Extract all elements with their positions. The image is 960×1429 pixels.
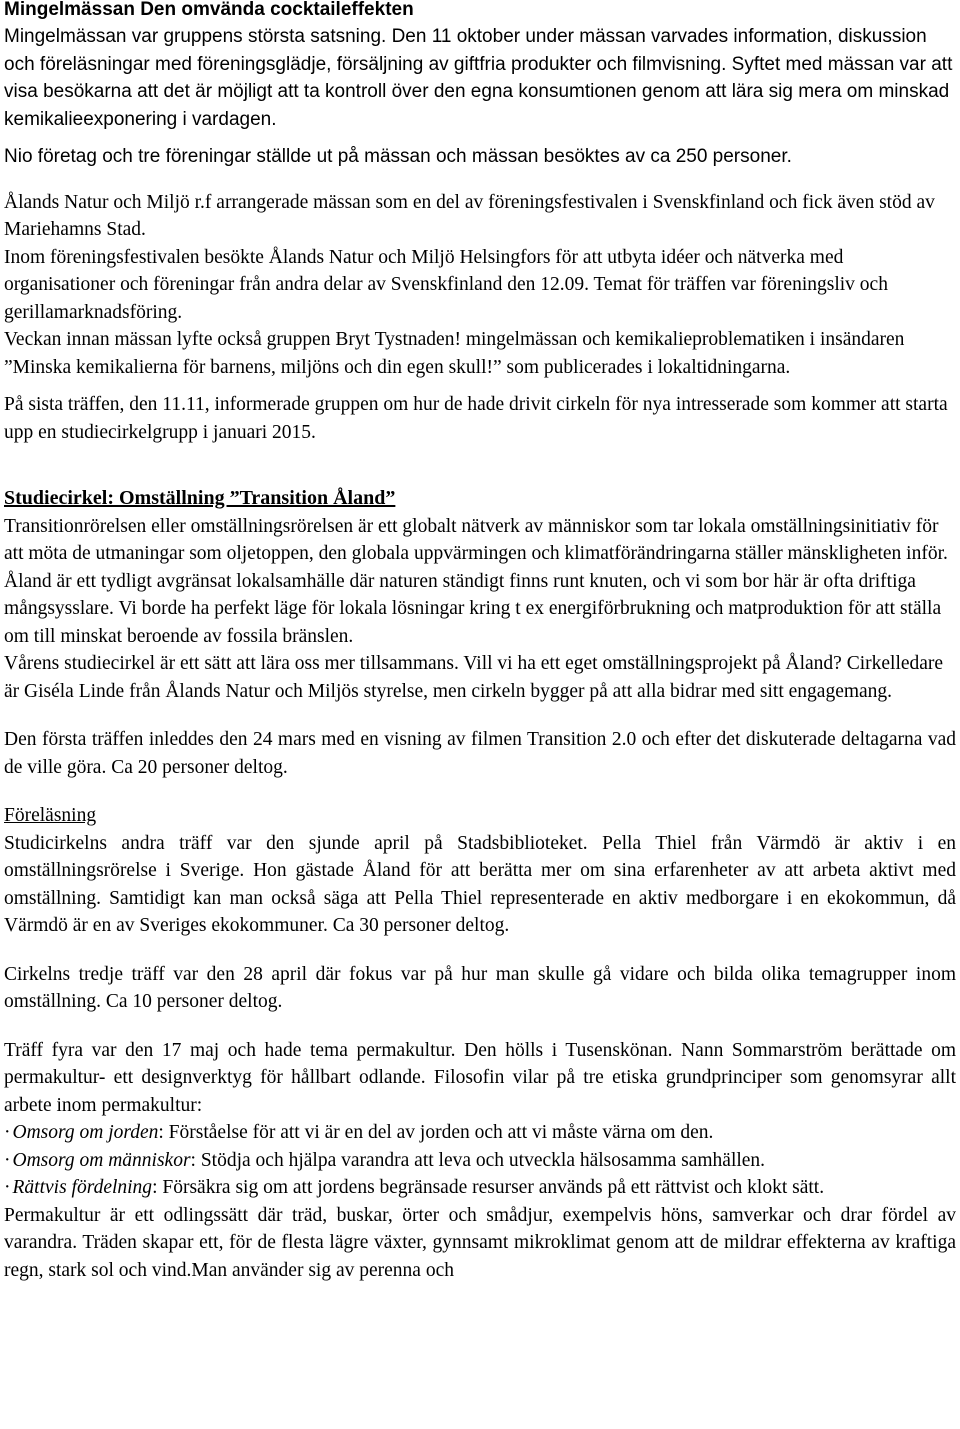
list-item-term: Omsorg om jorden	[12, 1122, 159, 1143]
section-title: Mingelmässan Den omvända cocktaileffekten	[4, 0, 414, 20]
paragraph: Ålands Natur och Miljö r.f arrangerade mässan som en del av föreningsfestivalen i Svenskfinland och fick även stöd av Mariehamns Stad.	[4, 191, 935, 240]
paragraph: Veckan innan mässan lyfte också gruppen Bryt Tystnaden! mingelmässan och kemikalieproblematiken i insändaren ”Minska kemikalierna för barnens, miljöns och din egen skull!” som publicerades i lokaltidningarna.	[4, 329, 905, 378]
paragraph: Den första träffen inleddes den 24 mars med en visning av filmen Transition 2.0 och efter det diskuterade deltagarna vad de ville göra. Ca 20 personer deltog.	[4, 729, 956, 778]
paragraph: Mingelmässan var gruppens största satsning. Den 11 oktober under mässan varvades information, diskussion och föreläsningar med föreningsglädje, försäljning av giftfria produkter och filmvisning. Syftet med mässan var att visa besökarna att det är möjligt att ta kontroll över den egna konsumtionen genom att lära sig mera om minskad kemikalieexponering i vardagen.	[4, 26, 953, 130]
list-item-text: : Förståelse för att vi är en del av jorden och att vi måste värna om den.	[158, 1122, 714, 1143]
list-item-text: : Försäkra sig om att jordens begränsade resurser används på ett rättvist och klokt sätt.	[152, 1177, 825, 1198]
list-item-text: : Stödja och hjälpa varandra att leva och utveckla hälsosamma samhällen.	[190, 1149, 766, 1171]
paragraph: Vårens studiecirkel är ett sätt att lära oss mer tillsammans. Vill vi ha ett eget omställningsprojekt på Åland? Cirkelledare är Giséla Linde från Ålands Natur och Miljös styrelse, men cirkeln bygger på att alla bidrar med sitt engagemang.	[4, 653, 944, 702]
paragraph: Studicirkelns andra träff var den sjunde april på Stadsbiblioteket. Pella Thiel från Värmdö är aktiv i en omställningsrörelse i Sverige. Hon gästade Åland för att berätta mer om sina erfarenheter av att arbeta aktivt med omställning. Samtidigt kan man också säga att Pella Thiel representerade en aktiv medborgare i en ekokommun, då Värmdö är en av Sveriges ekokommuner. Ca 30 personer deltog.	[4, 832, 956, 936]
list-item	[4, 1119, 956, 1147]
subheading: Föreläsning	[4, 805, 97, 826]
list-item-term: Rättvis fördelning	[12, 1177, 153, 1198]
paragraph: På sista träffen, den 11.11, informerade gruppen om hur de hade drivit cirkeln för nya intresserade som kommer att starta upp en studiecirkelgrupp i januari 2015.	[4, 394, 948, 443]
paragraph: Permakultur är ett odlingssätt där träd, buskar, örter och smådjur, exempelvis höns, samverkar och drar fördel av varandra. Träden skapar ett, för de flesta lägre växter, gynnsamt mikroklimat genom att de mildrar effekterna av kraftiga regn, stark sol och vind.Man använder sig av perenna och	[4, 1204, 956, 1281]
paragraph: Cirkelns tredje träff var den 28 april där fokus var på hur man skulle gå vidare och bilda olika temagrupper inom omställning. Ca 10 personer deltog.	[4, 963, 956, 1012]
bullet-marker: ·	[4, 1149, 11, 1171]
paragraph: Nio företag och tre föreningar ställde ut på mässan och mässan besöktes av ca 250 personer.	[4, 146, 792, 167]
bullet-marker: ·	[4, 1177, 11, 1198]
paragraph: Inom föreningsfestivalen besökte Ålands Natur och Miljö Helsingfors för att utbyta idéer och nätverka med organisationer och föreningar från andra delar av Svenskfinland den 12.09. Temat för träffen var föreningsliv och gerillamarknadsföring.	[4, 246, 888, 323]
paragraph: Träff fyra var den 17 maj och hade tema permakultur. Den hölls i Tusenskönan. Nann Sommarström berättade om permakultur- ett designverktyg för hållbart odlande. Filosofin vilar på tre etiska grundprinciper som genomsyrar allt arbete inom permakultur:	[4, 1039, 956, 1116]
paragraph: Transitionrörelsen eller omställningsrörelsen är ett globalt nätverk av människor som tar lokala omställningsinitiativ för att möta de utmaningar som oljetoppen, den globala uppvärmingen och klimatförändringarna ställer mänskligheten inför. Åland är ett tydligt avgränsat lokalsamhälle där naturen ständigt finns runt knuten, och vi som bor här är ofta driftiga mångsysslare. Vi borde ha perfekt läge för lokala lösningar kring t ex energiförbrukning och matproduktion för att ställa om till minskat beroende av fossila bränslen.	[4, 515, 948, 647]
bullet-marker: ·	[4, 1122, 11, 1143]
list-item-term: Omsorg om människor	[12, 1149, 191, 1171]
list-item	[4, 1174, 956, 1202]
section-heading: Studiecirkel: Omställning ”Transition Åland”	[4, 487, 396, 509]
list-item	[4, 1147, 956, 1175]
